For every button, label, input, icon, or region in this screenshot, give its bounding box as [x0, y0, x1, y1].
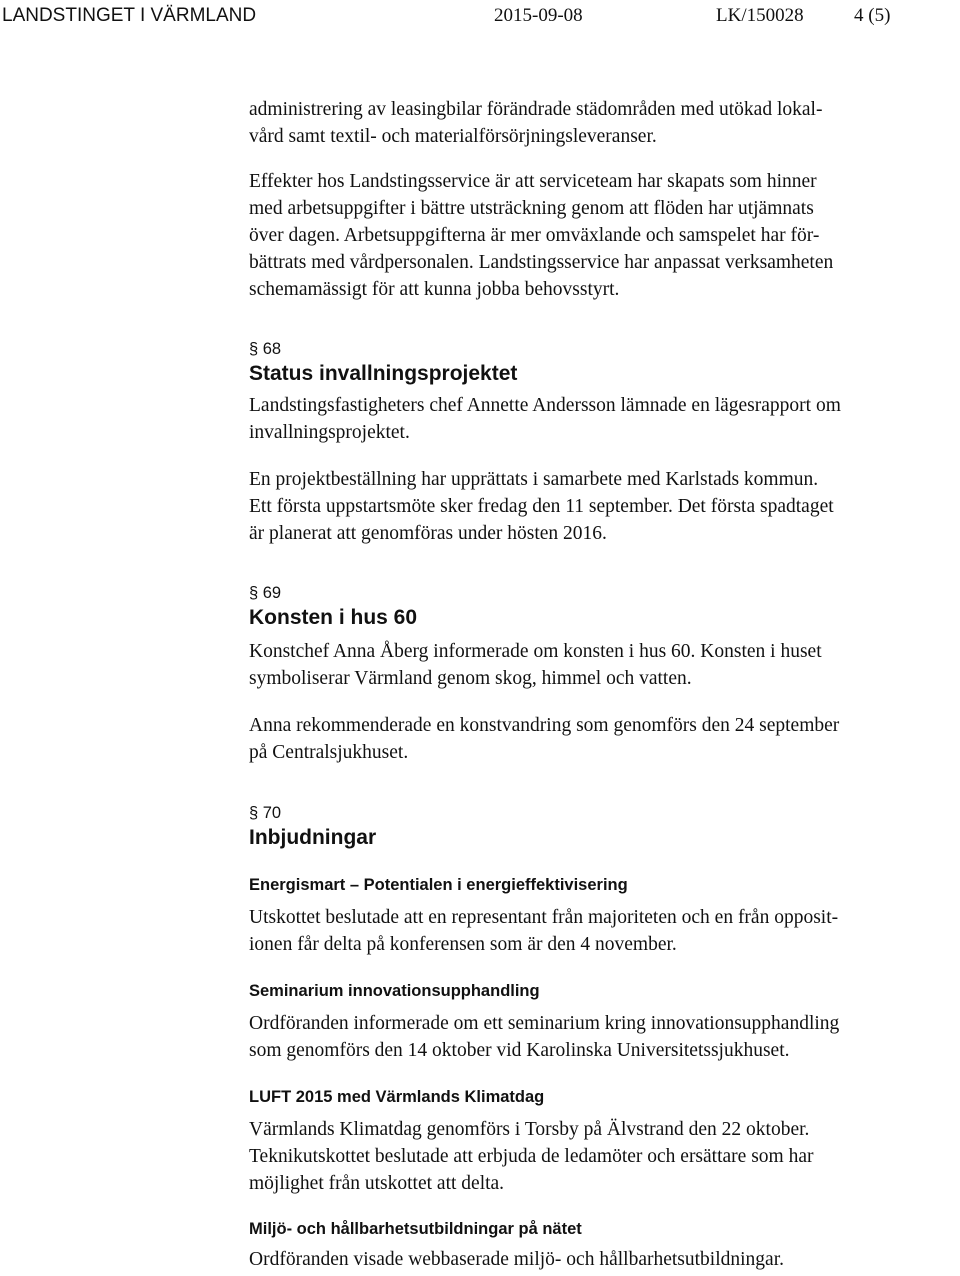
- section-68: [249, 338, 954, 388]
- section-69-paragraph-1: [249, 638, 954, 692]
- text-line: Värmlands Klimatdag genomförs i Torsby på Älvstrand den 22 oktober.: [249, 1119, 810, 1140]
- section-number: § 68: [249, 340, 282, 358]
- text-line: Teknikutskottet beslutade att erbjuda de ledamöter och ersättare som har: [249, 1146, 814, 1167]
- text-line: över dagen. Arbetsuppgifterna är mer omväxlande och samspelet har för-: [249, 225, 820, 246]
- text-line: på Centralsjukhuset.: [249, 742, 409, 763]
- page-header: [0, 4, 960, 28]
- text-line: administrering av leasingbilar förändrade städområden med utökad lokal-: [249, 99, 823, 120]
- text-line: symboliserar Värmland genom skog, himmel och vatten.: [249, 668, 692, 689]
- header-reference: LK/150028: [716, 5, 804, 26]
- section-title: Inbjudningar: [249, 826, 377, 849]
- section-number: § 69: [249, 584, 282, 602]
- invitation-title: LUFT 2015 med Värmlands Klimatdag: [249, 1088, 545, 1106]
- text-line: med arbetsuppgifter i bättre utsträckning genom att flöden har utjämnats: [249, 198, 814, 219]
- header-date: 2015-09-08: [494, 5, 583, 26]
- section-70: [249, 802, 954, 852]
- text-line: invallningsprojektet.: [249, 422, 410, 443]
- intro-paragraph-2: [249, 168, 954, 303]
- invitation-item-luft: [249, 1086, 954, 1197]
- text-line: Effekter hos Landstingsservice är att serviceteam har skapats som hinner: [249, 171, 817, 192]
- text-line: vård samt textil- och materialförsörjningsleveranser.: [249, 126, 657, 147]
- section-68-paragraph-1: [249, 392, 954, 446]
- text-line: Landstingsfastigheters chef Annette Andersson lämnade en lägesrapport om: [249, 395, 841, 416]
- text-line: En projektbeställning har upprättats i samarbete med Karlstads kommun.: [249, 469, 819, 490]
- text-line: är planerat att genomföras under hösten 2016.: [249, 523, 607, 544]
- text-line: som genomförs den 14 oktober vid Karolinska Universitetssjukhuset.: [249, 1040, 790, 1061]
- invitation-title: Energismart – Potentialen i energieffektivisering: [249, 876, 628, 894]
- text-line: ionen får delta på konferensen som är den 4 november.: [249, 934, 677, 955]
- text-line: Ordföranden visade webbaserade miljö- och hållbarhetsutbildningar.: [249, 1249, 784, 1270]
- section-title: Konsten i hus 60: [249, 606, 418, 629]
- invitation-title: Seminarium innovationsupphandling: [249, 982, 540, 1000]
- text-line: bättrats med vårdpersonalen. Landstingsservice har anpassat verksamheten: [249, 252, 834, 273]
- text-line: Ett första uppstartsmöte sker fredag den 11 september. Det första spadtaget: [249, 496, 834, 517]
- invitation-item-seminarium: [249, 980, 954, 1064]
- header-page-number: 4 (5): [854, 5, 891, 26]
- text-line: Anna rekommenderade en konstvandring som genomförs den 24 september: [249, 715, 840, 736]
- invitation-title: Miljö- och hållbarhetsutbildningar på nätet: [249, 1220, 582, 1238]
- text-line: Ordföranden informerade om ett seminarium kring innovationsupphandling: [249, 1013, 840, 1034]
- invitation-item-miljo: [249, 1218, 954, 1273]
- text-line: Utskottet beslutade att en representant från majoriteten och en från opposit-: [249, 907, 839, 928]
- text-line: schemamässigt för att kunna jobba behovsstyrt.: [249, 279, 620, 300]
- section-69-paragraph-2: [249, 712, 954, 766]
- text-line: möjlighet från utskottet att delta.: [249, 1173, 505, 1194]
- section-68-paragraph-2: [249, 466, 954, 547]
- section-number: § 70: [249, 804, 282, 822]
- intro-paragraph-1: [249, 96, 954, 150]
- header-organization: LANDSTINGET I VÄRMLAND: [2, 5, 257, 26]
- section-title: Status invallningsprojektet: [249, 362, 518, 385]
- text-line: Konstchef Anna Åberg informerade om konsten i hus 60. Konsten i huset: [249, 641, 822, 662]
- invitation-item-energismart: [249, 874, 954, 958]
- section-69: [249, 582, 954, 632]
